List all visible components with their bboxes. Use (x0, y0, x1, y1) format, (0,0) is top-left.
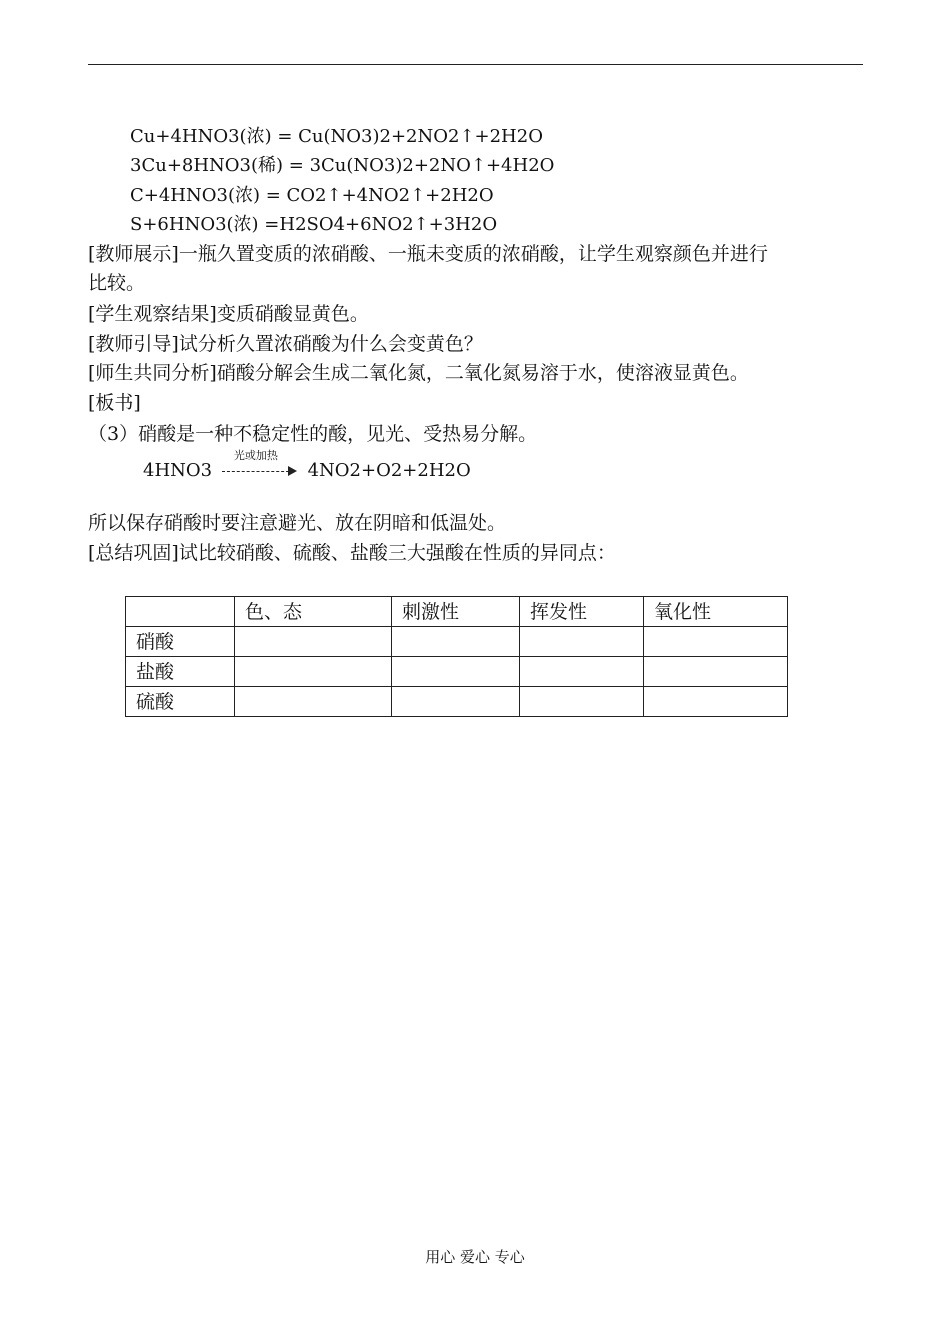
table-cell (520, 687, 644, 717)
decomposition-reactant: 4HNO3 (143, 460, 213, 481)
equation-cu-conc: Cu+4HNO3(浓) = Cu(NO3)2+2NO2↑+2H2O (130, 126, 543, 147)
arrow-head-icon (288, 466, 297, 476)
table-cell (644, 687, 788, 717)
table-row (126, 687, 788, 717)
table-cell (235, 687, 392, 717)
table-cell (235, 627, 392, 657)
table-cell (235, 657, 392, 687)
table-header-cell: 氧化性 (644, 597, 788, 627)
table-cell: 硫酸 (126, 687, 235, 717)
table-cell (392, 657, 520, 687)
table-cell: 盐酸 (126, 657, 235, 687)
teacher-guide-text: [教师引导]试分析久置浓硝酸为什么会变黄色？ (88, 333, 483, 355)
table-cell (520, 627, 644, 657)
table-cell (392, 627, 520, 657)
teacher-show-text: [教师展示]一瓶久置变质的浓硝酸、一瓶未变质的浓硝酸，让学生观察颜色并进行 (88, 243, 768, 265)
comparison-table (125, 596, 788, 717)
decomposition-products: 4NO2+O2+2H2O (307, 460, 471, 481)
equation-sulfur: S+6HNO3(浓) =H2SO4+6NO2↑+3H2O (130, 214, 498, 235)
reaction-arrow (218, 449, 302, 482)
equation-cu-dilute: 3Cu+8HNO3(稀) = 3Cu(NO3)2+2NO↑+4H2O (130, 155, 555, 176)
decomposition-equation (143, 449, 471, 482)
point-3-text: （3）硝酸是一种不稳定性的酸，见光、受热易分解。 (88, 423, 538, 445)
table-header-cell: 刺激性 (392, 597, 520, 627)
header-rule (88, 64, 863, 65)
storage-text: 所以保存硝酸时要注意避光、放在阴暗和低温处。 (88, 512, 507, 534)
equation-carbon: C+4HNO3(浓) = CO2↑+4NO2↑+2H2O (130, 185, 494, 206)
table-cell: 硝酸 (126, 627, 235, 657)
table-row (126, 627, 788, 657)
table-header-row (126, 597, 788, 627)
page-footer: 用心 爱心 专心 (425, 1248, 525, 1266)
board-heading: [板书] (88, 392, 141, 414)
table-header-cell (126, 597, 235, 627)
table-cell (392, 687, 520, 717)
table-row (126, 657, 788, 687)
table-header-cell: 色、态 (235, 597, 392, 627)
teacher-show-text-cont: 比较。 (88, 272, 146, 294)
table-cell (644, 657, 788, 687)
table-cell (520, 657, 644, 687)
joint-analysis-text: [师生共同分析]硝酸分解会生成二氧化氮，二氧化氮易溶于水，使溶液显黄色。 (88, 362, 749, 384)
student-observe-text: [学生观察结果]变质硝酸显黄色。 (88, 303, 369, 325)
summary-text: [总结巩固]试比较硝酸、硫酸、盐酸三大强酸在性质的异同点： (88, 542, 616, 564)
table-header-cell: 挥发性 (520, 597, 644, 627)
table-cell (644, 627, 788, 657)
reaction-condition: 光或加热 (233, 449, 278, 462)
